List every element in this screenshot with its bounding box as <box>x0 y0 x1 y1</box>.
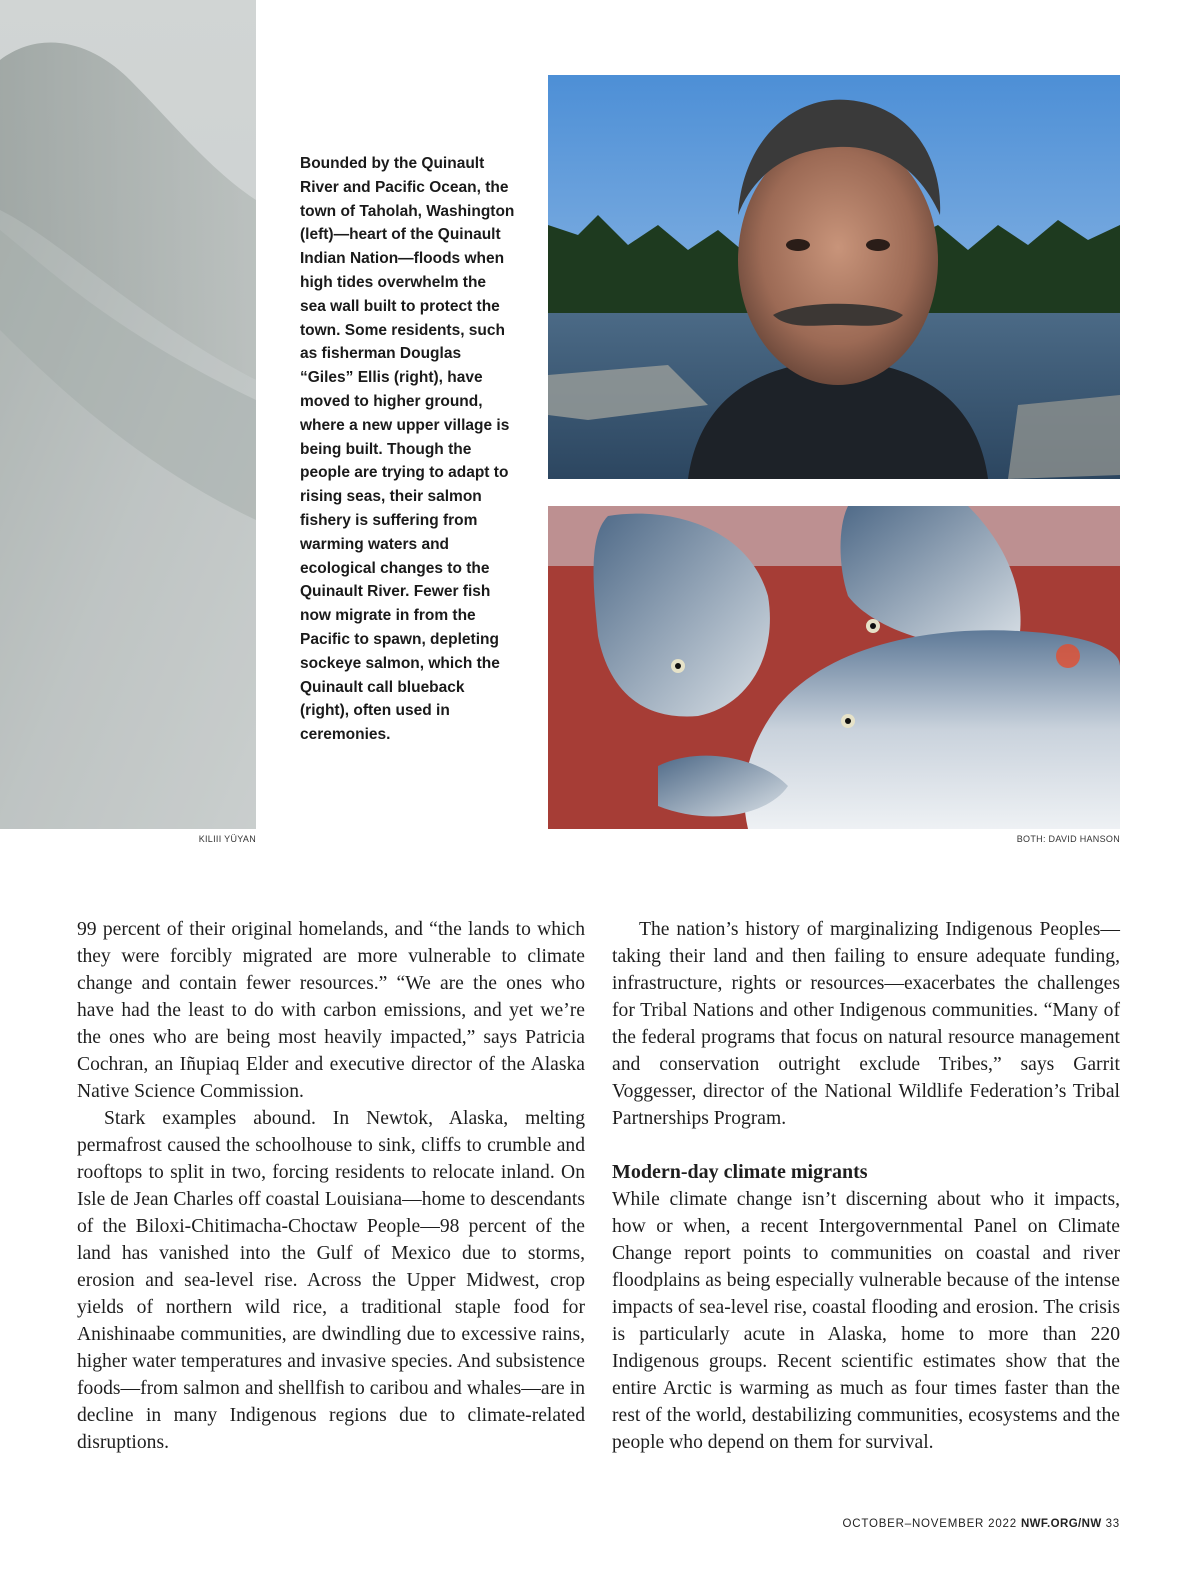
sockeye-salmon-photo <box>548 506 1120 829</box>
page-number: 33 <box>1105 1518 1120 1530</box>
magazine-site: NWF.ORG/NW <box>1020 1518 1102 1530</box>
body-paragraph: While climate change isn’t discerning about who it impacts, how or when, a recent Intergovernmental Panel on Climate Change report points to communities on coastal and river floodplains as being especially vulnerable because of the intense impacts of sea-level rise, coastal flooding and erosion. The crisis is particularly acute in Alaska, home to more than 220 Indigenous groups. Recent scientific estimates show that the entire Arctic is warming as much as four times faster than the rest of the world, destabilizing communities, ecosystems and the people who depend on them for survival. <box>612 1189 1120 1453</box>
river-photo <box>0 0 256 829</box>
page-footer <box>700 1518 1120 1530</box>
body-paragraph: The nation’s history of marginalizing Indigenous Peoples—taking their land and then failing to ensure adequate funding, infrastructure, rights or resources—exacerbates the challenges for Tribal Nations and other Indigenous communities. “Many of the federal programs that focus on natural resource management and conservation outright exclude Tribes,” says Garrit Voggesser, director of the National Wildlife Federation’s Tribal Partnerships Program. <box>612 919 1120 1129</box>
article-column-right <box>612 916 1120 1456</box>
fisherman-portrait-photo <box>548 75 1120 479</box>
photo-caption: Bounded by the Quinault River and Pacific Ocean, the town of Taholah, Washington (left)—heart of the Quinault Indian Nation—floods when high tides overwhelm the sea wall built to protect the town. Some residents, such as fisherman Douglas “Giles” Ellis (right), have moved to higher ground, where a new upper village is being built. Though the people are trying to adapt to rising seas, their salmon fishery is suffering from warming waters and ecological changes to the Quinault River. Fewer fish now migrate in from the Pacific to spawn, depleting sockeye salmon, which the Quinault call blueback (right), often used in ceremonies. <box>300 155 515 744</box>
photo-credit-right: BOTH: DAVID HANSON <box>1016 834 1120 844</box>
photo-credit-left: KILIII YÜYAN <box>198 834 256 844</box>
issue-date: OCTOBER–NOVEMBER 2022 <box>842 1518 1017 1530</box>
section-subhead: Modern-day climate migrants <box>612 1161 868 1183</box>
body-paragraph: Stark examples abound. In Newtok, Alaska, melting permafrost caused the schoolhouse to sink, cliffs to crumble and rooftops to split in two, forcing residents to relocate inland. On Isle de Jean Charles off coastal Louisiana—home to descendants of the Biloxi-Chitimacha-Choctaw People—98 percent of the land has vanished into the Gulf of Mexico due to storms, erosion and sea-level rise. Across the Upper Midwest, crop yields of northern wild rice, a traditional staple food for Anishinaabe communities, are dwindling due to excessive rains, higher water temperatures and invasive species. And subsistence foods—from salmon and shellfish to caribou and whales—are in decline in many Indigenous regions due to climate-related disruptions. <box>77 1108 585 1453</box>
article-column-left <box>77 916 585 1456</box>
body-paragraph: 99 percent of their original homelands, and “the lands to which they were forcibly migrated are more vulnerable to climate change and contain fewer resources.” “We are the ones who have had the least to do with carbon emissions, and yet we’re the ones who are being most heavily impacted,” says Patricia Cochran, an Iñupiaq Elder and executive director of the Alaska Native Science Commission. <box>77 919 585 1102</box>
